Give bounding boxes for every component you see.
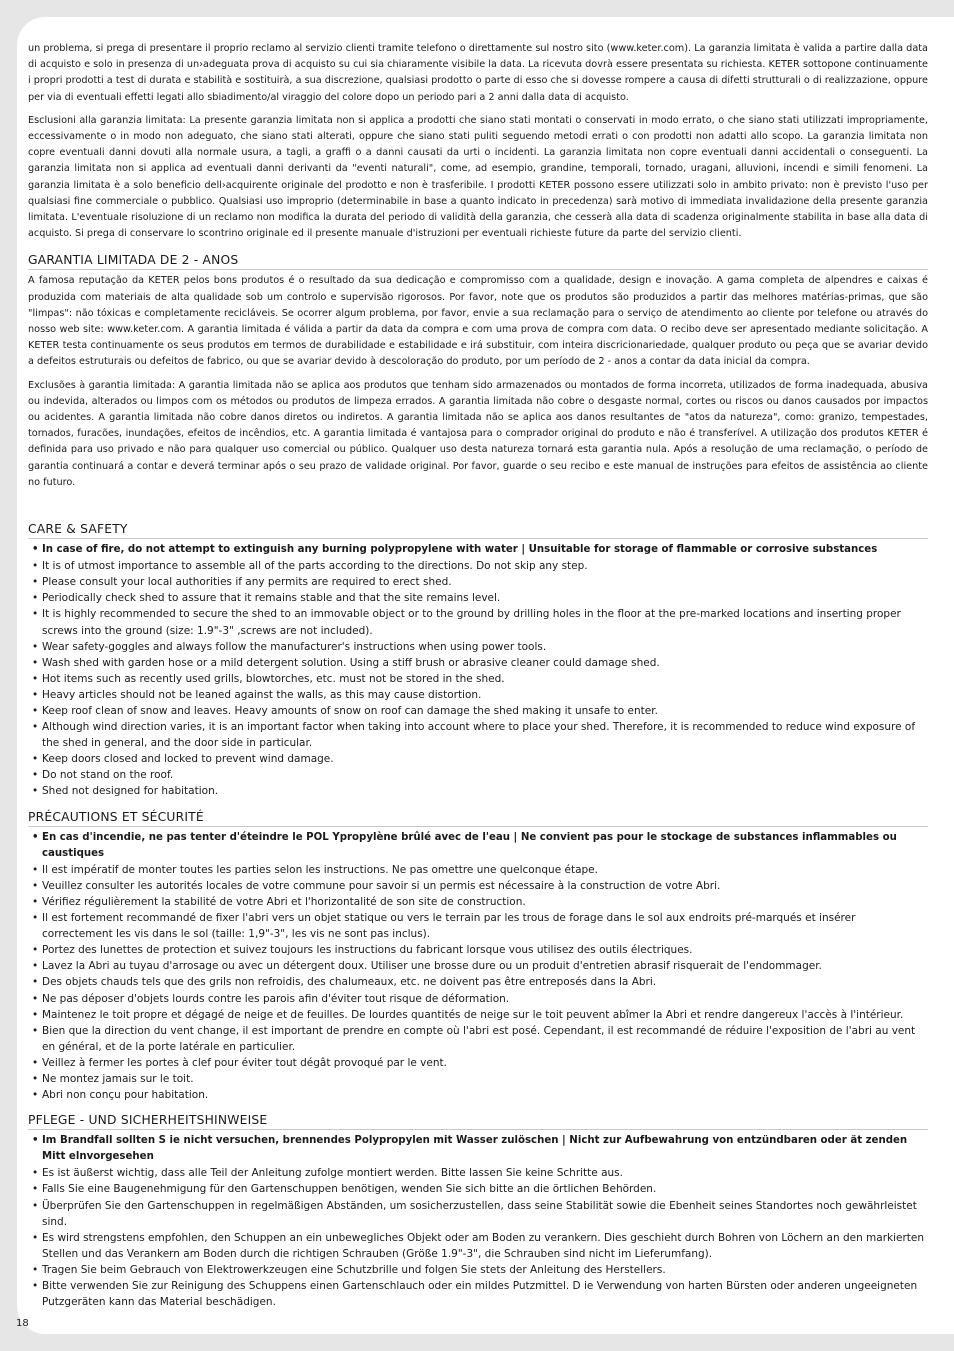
precautions-section: [28, 806, 928, 1104]
pflege-list: [28, 1133, 928, 1310]
list-item: • Veillez à fermer les portes à clef pour éviter tout dégât provoqué par le vent.: [28, 1055, 928, 1071]
list-item: • Bien que la direction du vent change, il est important de prendre en compte où l'abri est posé. Cependant, il est recommandé de réduire l'exposition de l'abri au vent en général, et de la porte latérale en particulier.: [28, 1023, 928, 1055]
list-item: • Ne montez jamais sur le toit.: [28, 1071, 928, 1087]
list-item: • Portez des lunettes de protection et suivez toujours les instructions du fabricant lorsque vous utilisez des outils électriques.: [28, 942, 928, 958]
fire-warning: • En cas d'incendie, ne pas tenter d'éteindre le POL Ypropylène brûlé avec de l'eau | Ne convient pas pour le stockage de substances inflammables ou caustiques: [28, 830, 928, 862]
list-item: • Shed not designed for habitation.: [28, 783, 928, 799]
list-item: • Wash shed with garden hose or a mild detergent solution. Using a stiff brush or abrasive cleaner could damage shed.: [28, 655, 928, 671]
list-item: • Please consult your local authorities if any permits are required to erect shed.: [28, 574, 928, 590]
section-title: CARE & SAFETY: [28, 522, 128, 537]
section-header: [28, 1109, 928, 1130]
page-number: 18: [16, 1318, 29, 1329]
list-item: • Überprüfen Sie den Gartenschuppen in regelmäßigen Abständen, um sosicherzustellen, dass seine Stabilität sowie die Ebenheit seines Standortes noch gewährleistet sind.: [28, 1198, 928, 1230]
section-header: [28, 518, 928, 539]
list-item: • Periodically check shed to assure that it remains stable and that the site remains level.: [28, 590, 928, 606]
list-item: • Wear safety-goggles and always follow the manufacturer's instructions when using power tools.: [28, 639, 928, 655]
list-item: • Falls Sie eine Baugenehmigung für den Gartenschuppen benötigen, wenden Sie sich bitte an die örtlichen Behörden.: [28, 1181, 928, 1197]
portuguese-warranty-section: [28, 249, 928, 491]
section-header: [28, 249, 928, 270]
list-item: • Hot items such as recently used grills, blowtorches, etc. must not be stored in the shed.: [28, 671, 928, 687]
portuguese-exclusions-paragraph: Exclusões à garantia limitada: A garantia limitada não se aplica aos produtos que tenham sido armazenados ou montados de forma incorreta, utilizados de forma inadequada, abusiva ou indevida, alterados ou limpos com os métodos ou produtos de limpeza errados. A garantia limitada não cobre o desgaste normal, cortes ou riscos ou danos causados por impactos ou acidentes. A garantia limitada não cobre danos diretos ou indiretos. A garantia limitada não se aplica aos danos resultantes de "atos da natureza", como: granizo, tempestades, tornados, furacões, inundações, efeitos de incêndios, etc. A garantia limitada é vantajosa para o comprador original do produto e não é transferível. A utilização dos produtos KETER é definida para uso privado e não para qualquer uso comercial ou público. Qualquer uso desta natureza tornará esta garantia nula. Após a resolução de uma reclamação, o período de garantia continuará a contar e deverá terminar após o seu prazo de validade original. Por favor, guarde o seu recibo e este manual de instruções para efeitos de assistência ao cliente no futuro.: [28, 379, 928, 488]
list-item: • Heavy articles should not be leaned against the walls, as this may cause distortion.: [28, 687, 928, 703]
list-item: • Maintenez le toit propre et dégagé de neige et de feuilles. De lourdes quantités de neige sur le toit peuvent abîmer la Abri et rendre dangereux l'accès à l'intérieur.: [28, 1007, 928, 1023]
italian-exclusions-paragraph: Esclusioni alla garanzia limitata: La presente garanzia limitata non si applica a prodotti che siano stati montati o conservati in modo errato, o che siano stati utilizzati impropriamente, eccessivamente o in modo non adeguato, che siano stati alterati, oppure che siano stati puliti seguendo metodi errati o con prodotti non adatti allo scopo. La garanzia limitata non copre eventuali danni dovuti alla normale usura, a tagli, a graffi o a danni causati da urti o incidenti. La garanzia limitata non copre eventuali danni accidentali o conseguenti. La garanzia limitata non si applica ad eventuali danni derivanti da "eventi naturali", come, ad esempio, grandine, temporali, tornado, uragani, alluvioni, incendi e simili fenomeni. La garanzia limitata è a solo beneficio dell›acquirente originale del prodotto e non è trasferibile. I prodotti KETER possono essere utilizzati solo in ambito privato: non è previsto l'uso per qualsiasi fine commerciale o pubblico. Qualsiasi uso improprio (determinabile in base a quanto indicato in precedenza) sarà motivo di immediata invalidazione della presente garanzia limitata. L'eventuale risoluzione di un reclamo non modifica la durata del periodo di validità della garanzia, che cesserà alla data di scadenza originalmente stabilita in base alla data di acquisto. Si prega di conservare lo scontrino originale ed il presente manuale d'istruzioni per eventuali richieste future da parte del servizio clienti.: [28, 114, 928, 240]
pflege-section: [28, 1109, 928, 1310]
section-header: [28, 806, 928, 827]
list-item: • Es ist äußerst wichtig, dass alle Teil der Anleitung zufolge montiert werden. Bitte lassen Sie keine Schritte aus.: [28, 1165, 928, 1181]
list-item: • Lavez la Abri au tuyau d'arrosage ou avec un détergent doux. Utiliser une brosse dure ou un produit d'entretien abrasif risquerait de l'endommager.: [28, 958, 928, 974]
list-item: • Il est impératif de monter toutes les parties selon les instructions. Ne pas omettre une quelconque étape.: [28, 862, 928, 878]
list-item: • Do not stand on the roof.: [28, 767, 928, 783]
list-item: • Veuillez consulter les autorités locales de votre commune pour savoir si un permis est nécessaire à la construction de votre Abri.: [28, 878, 928, 894]
list-item: • Abri non conçu pour habitation.: [28, 1087, 928, 1103]
list-item: • It is of utmost importance to assemble all of the parts according to the directions. Do not skip any step.: [28, 558, 928, 574]
section-title: PRÉCAUTIONS ET SÉCURITÉ: [28, 809, 204, 824]
care-safety-section: [28, 518, 928, 800]
section-title: GARANTIA LIMITADA DE 2 - ANOS: [28, 253, 239, 268]
list-item: • Vérifiez régulièrement la stabilité de votre Abri et l'horizontalité de son site de construction.: [28, 894, 928, 910]
fire-warning: • Im Brandfall sollten S ie nicht versuchen, brennendes Polypropylen mit Wasser zulöschen | Nicht zur Aufbewahrung von entzündbaren oder ät zenden Mitt elnvorgesehen: [28, 1133, 928, 1165]
fire-warning: • In case of fire, do not attempt to extinguish any burning polypropylene with water | Unsuitable for storage of flammable or corrosive substances: [28, 542, 928, 558]
page-sheet: [17, 17, 954, 1334]
list-item: • Ne pas déposer d'objets lourds contre les parois afin d'éviter tout risque de déformation.: [28, 991, 928, 1007]
italian-paragraph: un problema, si prega di presentare il proprio reclamo al servizio clienti tramite telefono o direttamente sul nostro sito (www.keter.com). La garanzia limitata è valida a partire dalla data di acquisto e solo in presenza di un›adeguata prova di acquisto su cui sia chiaramente visibile la data. La ricevuta dovrà essere presentata su richiesta. KETER sottopone continuamente i propri prodotti a test di durata e stabilità e sostituirà, a sua discrezione, qualsiasi prodotto o parte di esso che si dovesse rompere a causa di difetti strutturali o di realizzazione, oppure per via di eventuali effetti legati allo sbiadimento/al viraggio del colore dopo un periodo pari a 2 anni dalla data di acquisto.: [28, 43, 929, 103]
section-title: PFLEGE - UND SICHERHEITSHINWEISE: [28, 1113, 268, 1128]
list-item: • Es wird strengstens empfohlen, den Schuppen an ein unbewegliches Objekt oder am Boden zu verankern. Dies geschieht durch Bohren von Löchern an den markierten Stellen und das Verankern am Boden durch die richtigen Schrauben (Größe 1.9"-3", die Schrauben sind nicht im Lieferumfang).: [28, 1230, 928, 1262]
care-safety-list: [28, 542, 928, 800]
list-item: • Des objets chauds tels que des grils non refroidis, des chalumeaux, etc. ne doivent pas être entreposés dans la Abri.: [28, 974, 928, 990]
list-item: • It is highly recommended to secure the shed to an immovable object or to the ground by drilling holes in the floor at the pre-marked locations and inserting proper screws into the ground (size: 1.9"-3" ,screws are not included).: [28, 606, 928, 638]
precautions-list: [28, 830, 928, 1104]
portuguese-paragraph: A famosa reputação da KETER pelos bons produtos é o resultado da sua dedicação e compromisso com a qualidade, design e inovação. A gama completa de alpendres e caixas é produzida com materiais de alta qualidade sob um controlo e supervisão rigorosos. Por favor, note que os produtos são produzidos a partir das melhores matérias-primas, que são "limpas": não tóxicas e completamente recicláveis. Se ocorrer algum problema, por favor, envie a sua reclamação para o serviço de atendimento ao cliente por telefone ou através do nosso web site: www.keter.com. A garantia limitada é válida a partir da data da compra e com uma prova de compra com data. O recibo deve ser apresentado mediante solicitação. A KETER testa continuamente os seus produtos em termos de durabilidade e estabilidade e irá substituir, com inteira discricionariedade, qualquer produto ou peça que se avariar devido a defeitos estruturais ou defeitos de fabrico, ou que se avariar devido à descoloração do produto, por um período de 2 - anos a contar da data inicial da compra.: [28, 275, 928, 368]
page-content: [28, 41, 928, 1310]
list-item: • Although wind direction varies, it is an important factor when taking into account where to place your shed. Therefore, it is recommended to reduce wind exposure of the shed in general, and the door side in particular.: [28, 719, 928, 751]
italian-warranty-continuation: [28, 41, 928, 242]
list-item: • Keep roof clean of snow and leaves. Heavy amounts of snow on roof can damage the shed making it unsafe to enter.: [28, 703, 928, 719]
list-item: • Tragen Sie beim Gebrauch von Elektrowerkzeugen eine Schutzbrille und folgen Sie stets der Anleitung des Herstellers.: [28, 1262, 928, 1278]
list-item: • Il est fortement recommandé de fixer l'abri vers un objet statique ou vers le terrain par les trous de forage dans le sol aux endroits pré-marqués et insérer correctement les vis dans le sol (taille: 1,9"-3", les vis ne sont pas inclus).: [28, 910, 928, 942]
list-item: • Bitte verwenden Sie zur Reinigung des Schuppens einen Gartenschlauch oder ein mildes Putzmittel. D ie Verwendung von harten Bürsten oder anderen ungeeigneten Putzgeräten kann das Material beschädigen.: [28, 1278, 928, 1310]
list-item: • Keep doors closed and locked to prevent wind damage.: [28, 751, 928, 767]
